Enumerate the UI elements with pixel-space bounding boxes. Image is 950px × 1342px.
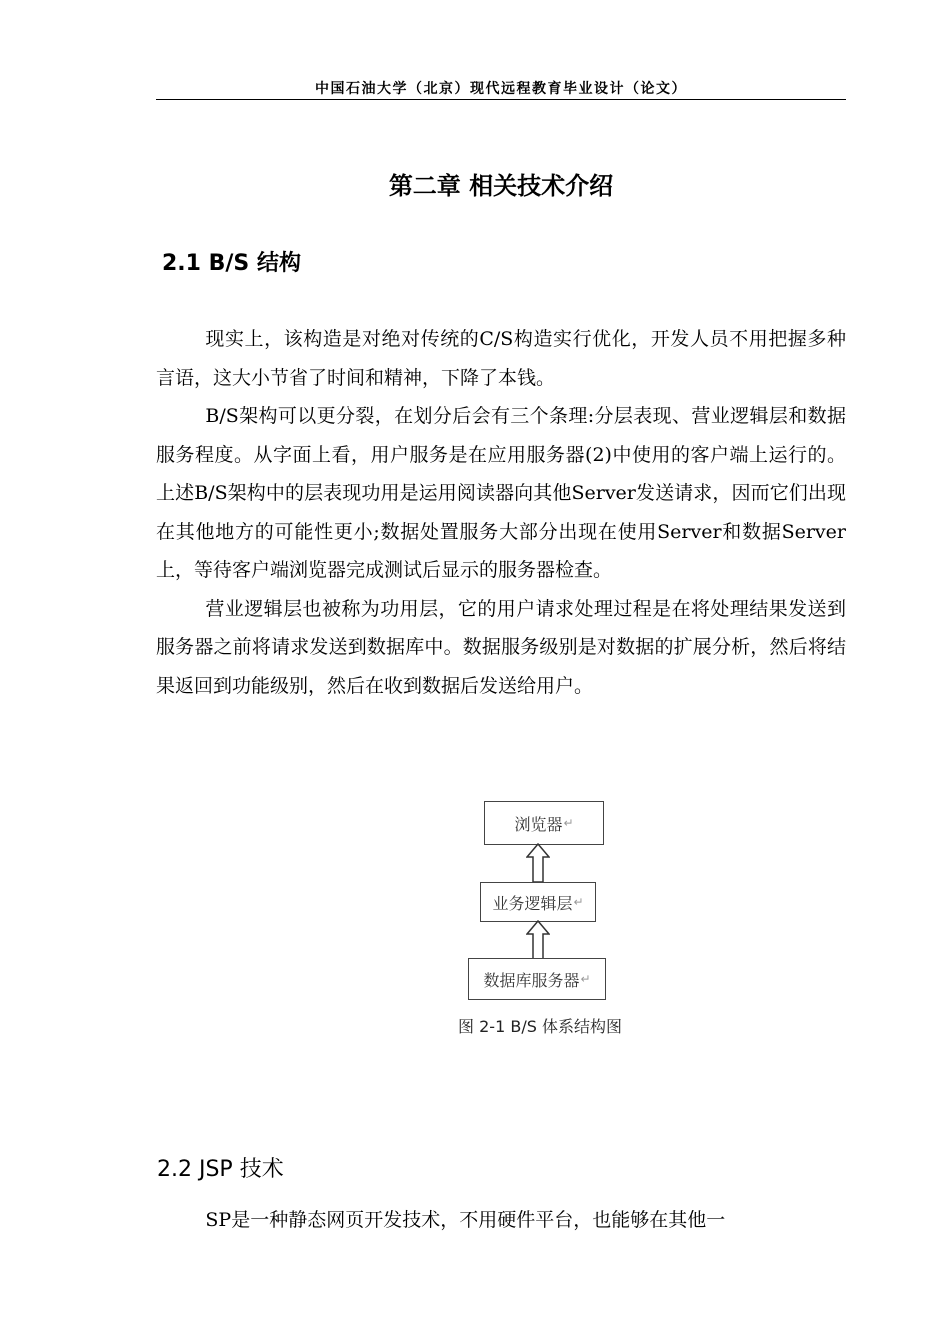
chapter-title: 第二章 相关技术介绍 [388,172,614,200]
box-database-server [468,958,606,1000]
header-divider [156,99,846,100]
paragraph-2: B/S架构可以更分裂，在划分后会有三个条理:分层表现、营业逻辑层和数据服务程度。从字面上看，用户服务是在应用服务器(2)中使用的客户端上运行的。上述B/S架构中的层表现功用是运用阅读器向其他Server发送请求，因而它们出现在其他地方的可能性更小;数据处置服务大部分出现在使用Server和数据Server上，等待客户端浏览器完成测试后显示的服务器检查。 [156,405,846,581]
up-arrow-icon [526,920,550,960]
return-mark-icon: ↵ [573,895,584,909]
up-arrow-icon [526,843,550,883]
box-database-server-label: 数据库服务器 [483,970,580,990]
section-2-2-body [156,1201,846,1240]
paragraph-1: 现实上，该构造是对绝对传统的C/S构造实行优化，开发人员不用把握多种言语，这大小节省了时间和精神，下降了本钱。 [156,328,846,389]
section-heading-2-2: 2.2 JSP 技术 [157,1157,284,1182]
box-business-logic-label: 业务逻辑层 [492,893,573,913]
paragraph-jsp: SP是一种静态网页开发技术，不用硬件平台，也能够在其他一 [205,1209,726,1231]
box-browser [484,801,604,845]
return-mark-icon: ↵ [563,816,574,830]
box-browser-label: 浏览器 [514,814,563,834]
paragraph-3: 营业逻辑层也被称为功用层，它的用户请求处理过程是在将处理结果发送到服务器之前将请求发送到数据库中。数据服务级别是对数据的扩展分析，然后将结果返回到功能级别，然后在收到数据后发送给用户。 [156,597,846,697]
running-header: 中国石油大学（北京）现代远程教育毕业设计（论文） [315,81,687,97]
box-business-logic [480,882,596,922]
section-2-1-body [156,320,846,705]
figure-bs-architecture [440,798,640,1048]
figure-caption: 图 2-1 B/S 体系结构图 [458,1017,622,1036]
section-heading-2-1: 2.1 B/S 结构 [162,251,301,276]
return-mark-icon: ↵ [580,972,591,986]
